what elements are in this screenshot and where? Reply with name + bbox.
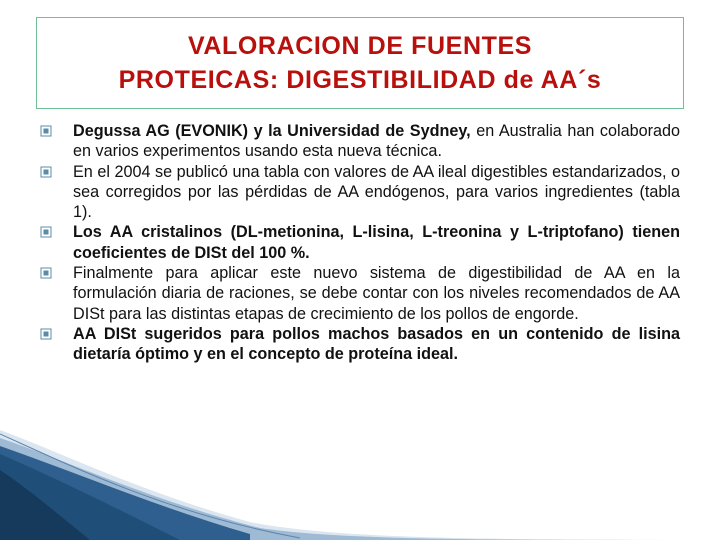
bullet-item [40, 121, 680, 162]
bullet-text: En el 2004 se publicó una tabla con valores de AA ileal digestibles estandarizados, o sea corregidos por las pérdidas de AA endógenos, para varios ingredientes (tabla 1). [73, 162, 680, 222]
bullet-bold-text: Degussa AG (EVONIK) y la Universidad de Sydney, [73, 122, 471, 140]
bullet-bold-text: AA DISt sugeridos para pollos machos basados en un contenido de lisina dietaría óptimo y en el concepto de proteína ideal. [73, 324, 680, 364]
bullet-text: Finalmente para aplicar este nuevo sistema de digestibilidad de AA en la formulación diaria de raciones, se debe contar con los niveles recomendados de AA DISt para las distintas etapas de crecimiento de los pollos de engorde. [73, 264, 680, 323]
bullet-item [40, 263, 680, 324]
title-line-1: VALORACION DE FUENTES [187, 32, 533, 60]
title-box [36, 17, 684, 109]
bullet-bold-text: Los AA cristalinos (DL-metionina, L-lisina, L-treonina y L-triptofano) tienen coeficientes de DISt del 100 %. [73, 223, 680, 262]
bullet-item [40, 222, 680, 263]
bullet-item [40, 324, 680, 365]
title-line-2: PROTEICAS: DIGESTIBILIDAD de AA´s [118, 66, 602, 94]
bullet-list [40, 121, 680, 365]
bullet-item [40, 162, 680, 223]
square-bullet-icon [40, 267, 52, 279]
square-bullet-icon [40, 125, 52, 137]
corner-swoosh-decoration [0, 430, 720, 540]
square-bullet-icon [40, 226, 52, 238]
bullet-text: en Australia han colaborado en varios experimentos usando esta nueva técnica. [73, 122, 680, 161]
square-bullet-icon [40, 328, 52, 340]
square-bullet-icon [40, 166, 52, 178]
